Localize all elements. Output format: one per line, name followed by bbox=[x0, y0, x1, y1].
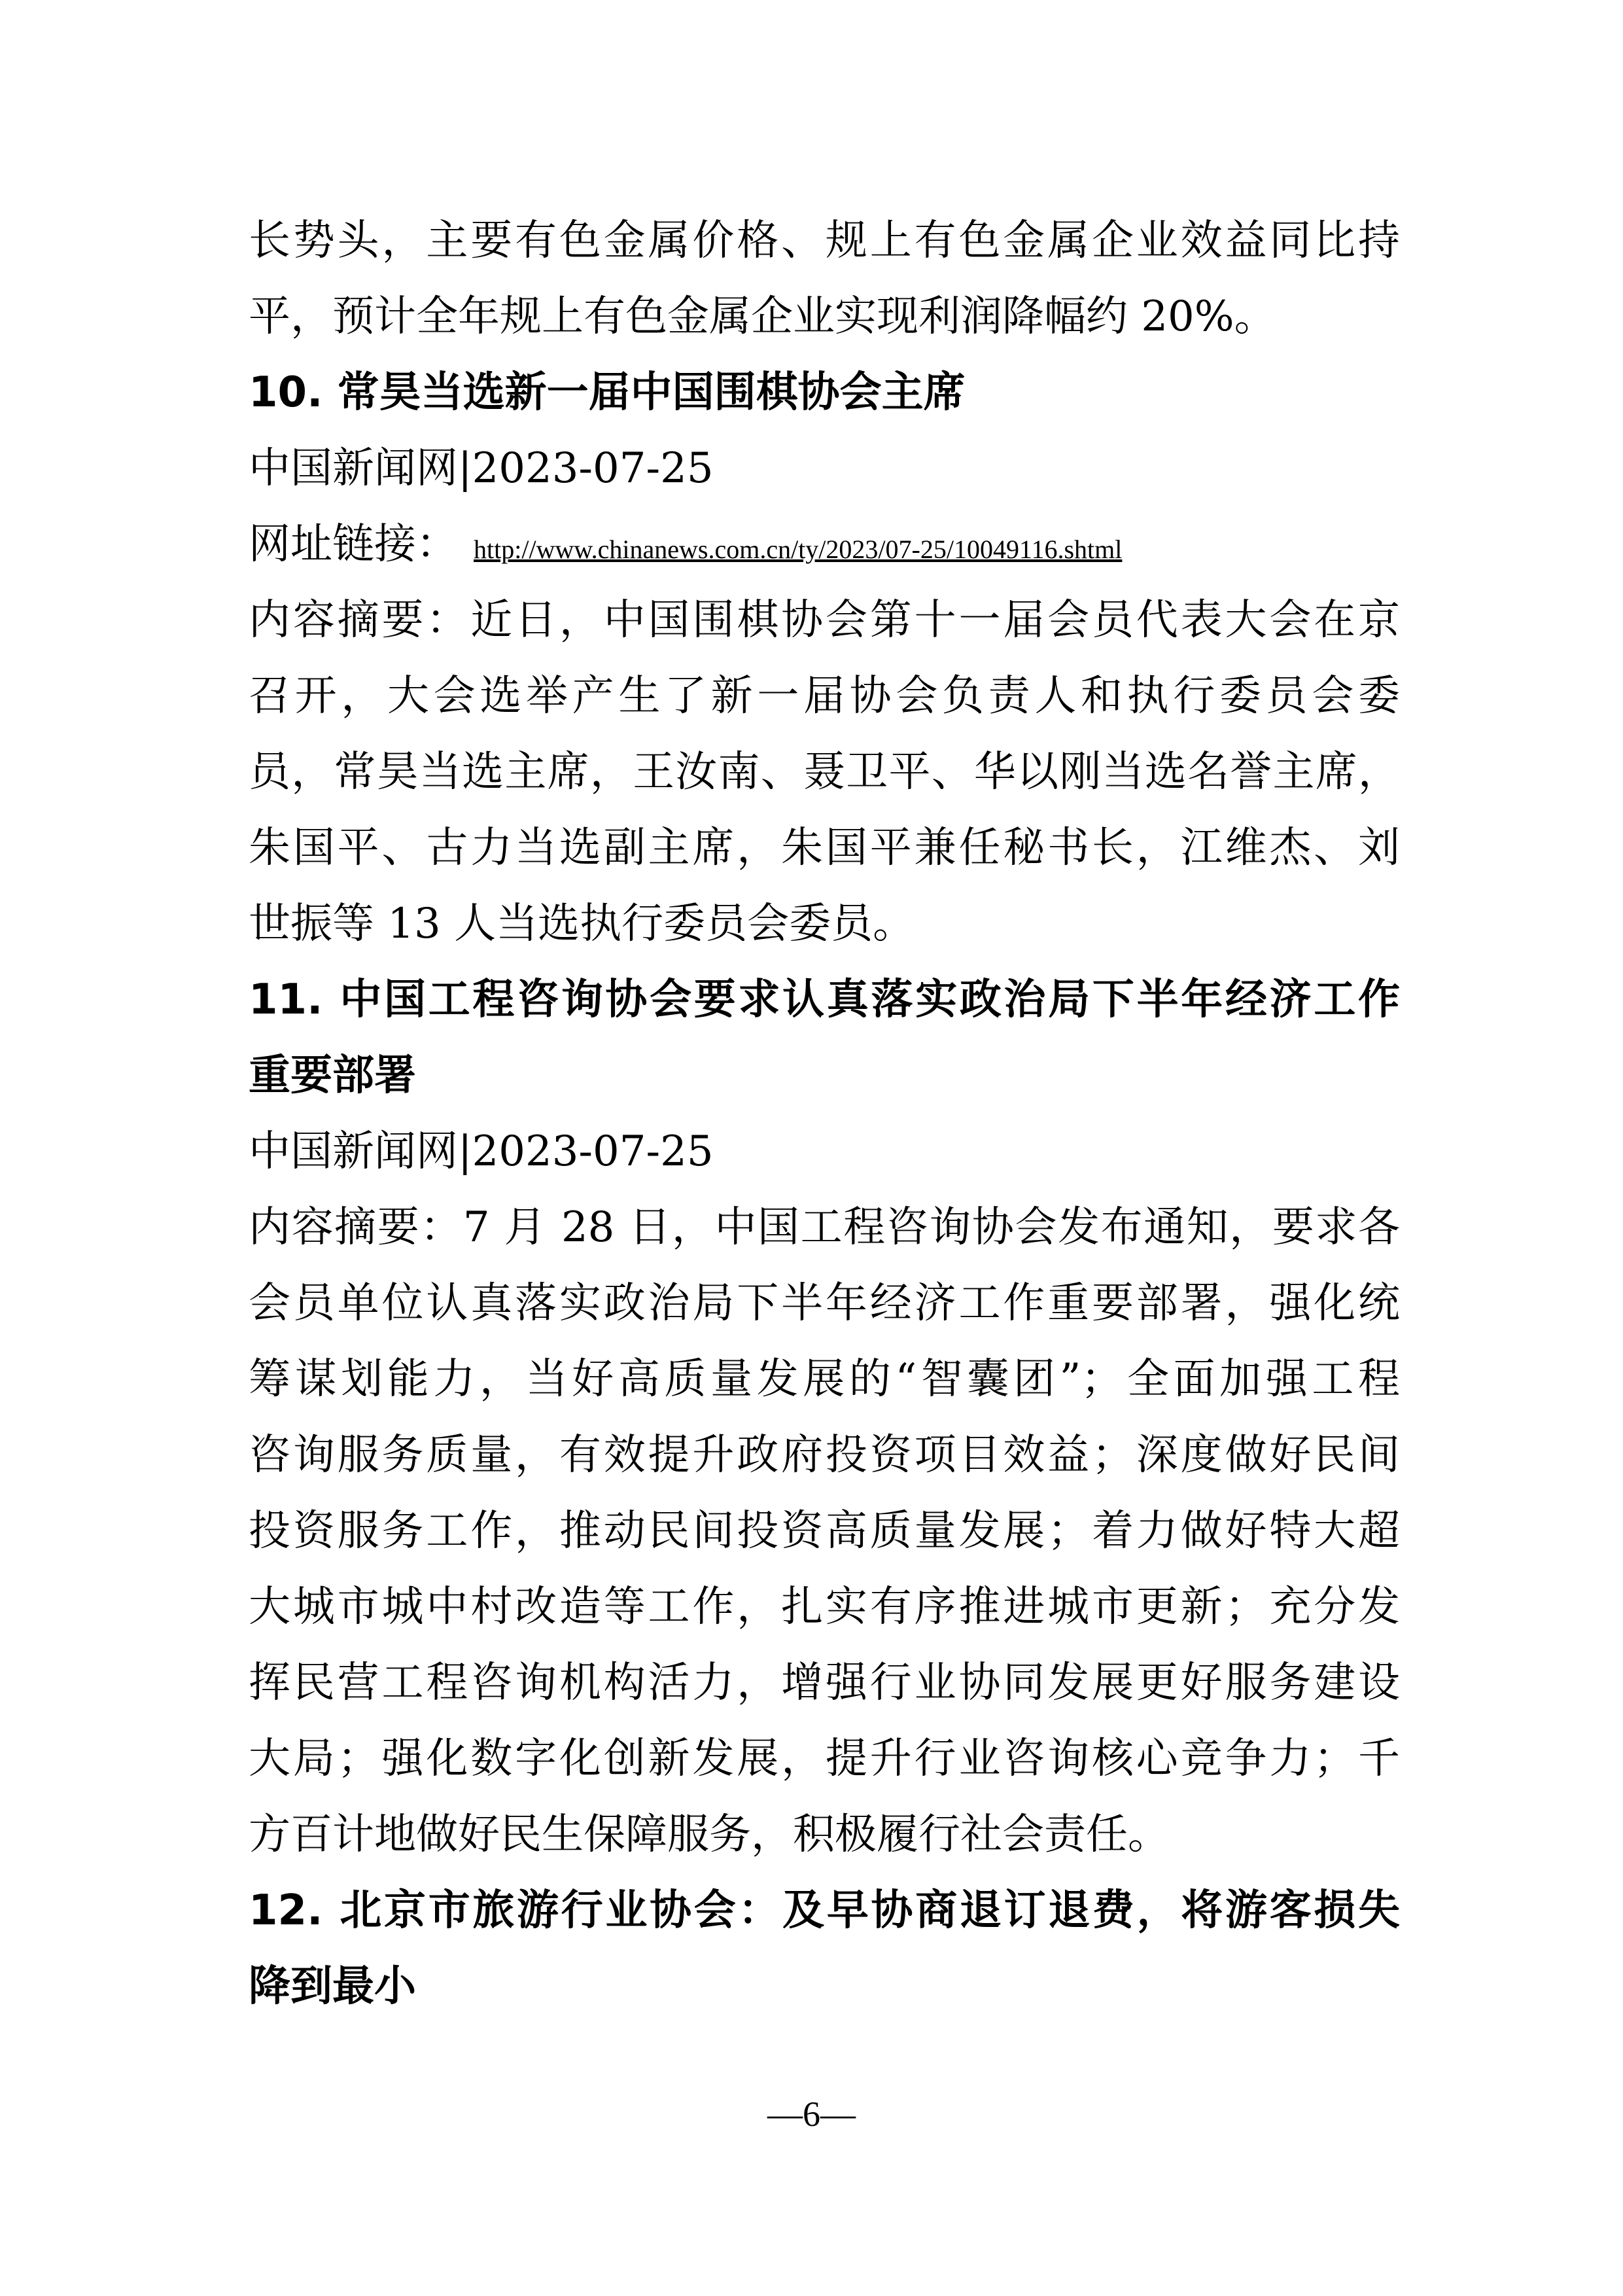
continuation-line-2: 平，预计全年规上有色金属企业实现利润降幅约 20%。 bbox=[249, 292, 1276, 341]
item-10-summary-line: 召开，大会选举产生了新一届协会负责人和执行委员会委 bbox=[249, 672, 1400, 720]
item-12-title-line: 12. 北京市旅游行业协会：及早协商退订退费，将游客损失 bbox=[249, 1886, 1400, 1935]
item-10-url-label: 网址链接： bbox=[249, 520, 458, 569]
item-11-title-line: 重要部署 bbox=[249, 1051, 416, 1100]
item-10-summary-line: 朱国平、古力当选副主席，朱国平兼任秘书长，江维杰、刘 bbox=[249, 824, 1400, 872]
item-11-source: 中国新闻网|2023-07-25 bbox=[249, 1127, 714, 1176]
item-10-source: 中国新闻网|2023-07-25 bbox=[249, 444, 714, 493]
continuation-line-1: 长势头，主要有色金属价格、规上有色金属企业效益同比持 bbox=[249, 217, 1400, 265]
item-11-summary-line: 挥民营工程咨询机构活力，增强行业协同发展更好服务建设 bbox=[249, 1659, 1400, 1707]
item-10-summary-line: 员，常昊当选主席，王汝南、聂卫平、华以刚当选名誉主席， bbox=[249, 748, 1400, 796]
item-11-title-line: 11. 中国工程咨询协会要求认真落实政治局下半年经济工作 bbox=[249, 976, 1400, 1024]
item-12-title-line: 降到最小 bbox=[249, 1962, 416, 2011]
page-number: —6— bbox=[767, 2094, 856, 2134]
item-11-summary-line: 方百计地做好民生保障服务，积极履行社会责任。 bbox=[249, 1810, 1170, 1859]
document-body bbox=[249, 203, 1400, 2024]
item-11-summary-line: 咨询服务质量，有效提升政府投资项目效益；深度做好民间 bbox=[249, 1431, 1400, 1479]
item-11-summary-line: 会员单位认真落实政治局下半年经济工作重要部署，强化统 bbox=[249, 1279, 1400, 1328]
item-11-summary-line: 内容摘要：7 月 28 日，中国工程咨询协会发布通知，要求各 bbox=[249, 1203, 1400, 1252]
item-10-url-link[interactable]: http://www.chinanews.com.cn/ty/2023/07-25/10049116.shtml bbox=[474, 535, 1123, 564]
item-10-summary-line: 内容摘要：近日，中国围棋协会第十一届会员代表大会在京 bbox=[249, 596, 1400, 645]
item-10-summary-line: 世振等 13 人当选执行委员会委员。 bbox=[249, 900, 915, 948]
item-10-url-row bbox=[249, 506, 1400, 582]
item-11-summary-line: 大局；强化数字化创新发展，提升行业咨询核心竞争力；千 bbox=[249, 1735, 1400, 1783]
item-11-summary-line: 投资服务工作，推动民间投资高质量发展；着力做好特大超 bbox=[249, 1507, 1400, 1555]
item-11-summary-line: 筹谋划能力，当好高质量发展的“智囊团”；全面加强工程 bbox=[249, 1355, 1400, 1404]
item-11-summary-line: 大城市城中村改造等工作，扎实有序推进城市更新；充分发 bbox=[249, 1583, 1400, 1631]
item-10-title: 10. 常昊当选新一届中国围棋协会主席 bbox=[249, 368, 966, 417]
